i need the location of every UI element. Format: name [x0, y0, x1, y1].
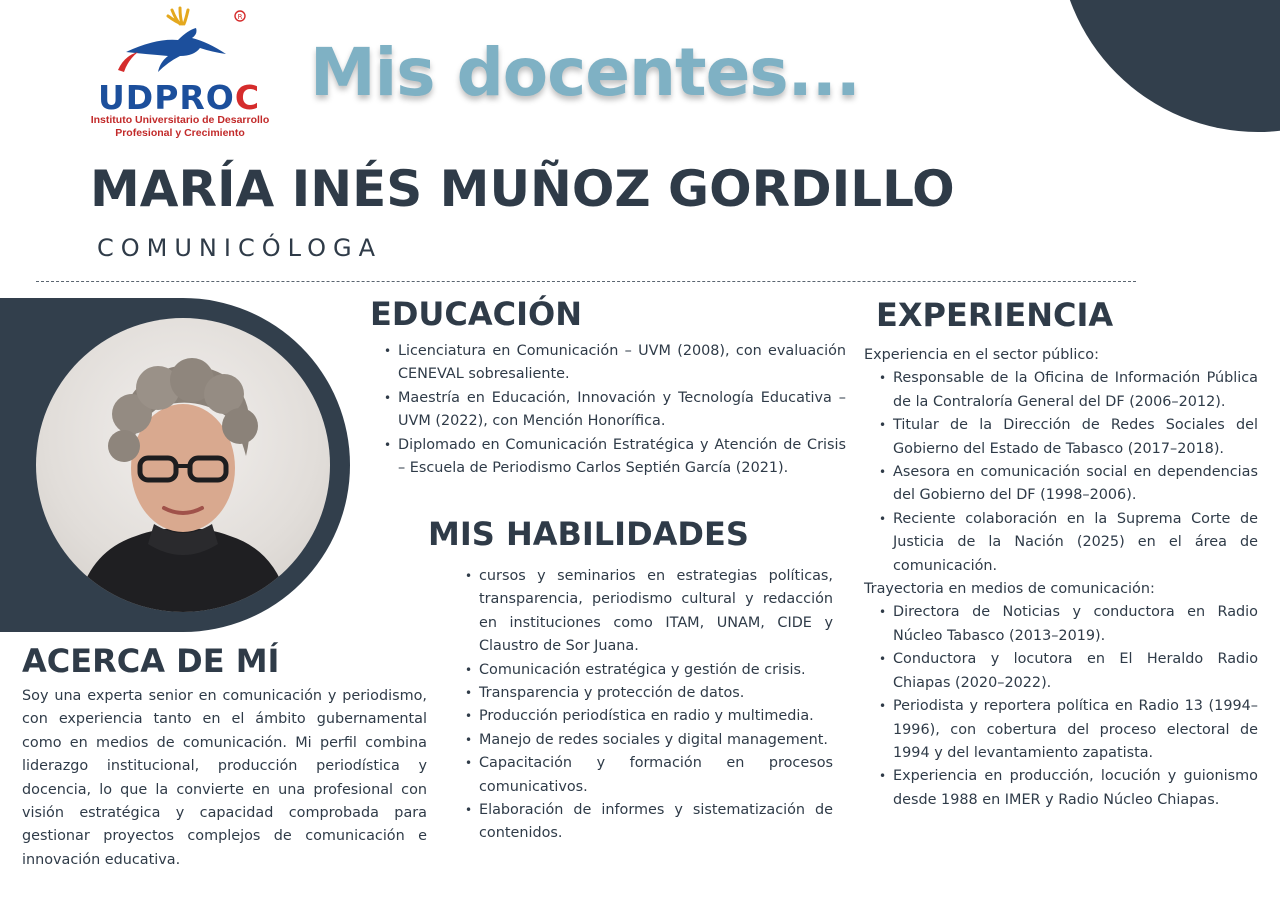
about-title: ACERCA DE MÍ: [22, 642, 280, 680]
skills-list: [479, 565, 833, 846]
skills-section: [479, 565, 833, 846]
experience-section: [864, 344, 1258, 812]
public-sector-heading: Experiencia en el sector público:: [864, 347, 1099, 363]
list-item: • Experiencia en producción, locución y guionismo desde 1988 en IMER y Radio Núcleo Chiapas.: [893, 765, 1258, 812]
list-item: • Maestría en Educación, Innovación y Tecnología Educativa – UVM (2022), con Mención Honorífica.: [398, 387, 846, 434]
education-title: EDUCACIÓN: [370, 295, 583, 333]
deer-logo-icon: [88, 4, 272, 84]
list-item: • Comunicación estratégica y gestión de crisis.: [479, 659, 833, 682]
person-name: MARÍA INÉS MUÑOZ GORDILLO: [90, 160, 955, 218]
skills-title: MIS HABILIDADES: [428, 515, 749, 553]
corner-decoration: [1058, 0, 1280, 132]
list-item: • Producción periodística en radio y multimedia.: [479, 705, 833, 728]
list-item: • Periodista y reportera política en Radio 13 (1994–1996), con cobertura del proceso electoral de 1994 y del levantamiento zapatista.: [893, 695, 1258, 765]
portrait-icon: [36, 318, 330, 612]
list-item: • Transparencia y protección de datos.: [479, 682, 833, 705]
education-list: [398, 340, 846, 480]
logo-subtitle-line1: Instituto Universitario de Desarrollo: [90, 114, 270, 126]
list-item: • Manejo de redes sociales y digital management.: [479, 729, 833, 752]
public-sector-list: [893, 367, 1258, 578]
list-item: • Titular de la Dirección de Redes Sociales del Gobierno del Estado de Tabasco (2017–2018).: [893, 414, 1258, 461]
udproc-logo: [88, 4, 272, 140]
list-item: • cursos y seminarios en estrategias políticas, transparencia, periodismo cultural y redacción en instituciones como ITAM, UNAM, CIDE y Claustro de Sor Juana.: [479, 565, 833, 659]
education-section: [398, 340, 846, 480]
about-text: Soy una experta senior en comunicación y periodismo, con experiencia tanto en el ámbito gubernamental como en medios de comunicación. Mi perfil combina liderazgo institucional, producción periodística y docencia, lo que la convierte en una profesional con visión estratégica y capacidad comprobada para gestionar proyectos complejos de comunicación e innovación educativa.: [22, 688, 427, 868]
logo-wordmark: UDPROC: [98, 78, 261, 117]
svg-text:R: R: [237, 13, 243, 21]
list-item: • Diplomado en Comunicación Estratégica y Atención de Crisis – Escuela de Periodismo Carlos Septién García (2021).: [398, 434, 846, 481]
list-item: • Responsable de la Oficina de Información Pública de la Contraloría General del DF (2006–2012).: [893, 367, 1258, 414]
list-item: • Licenciatura en Comunicación – UVM (2008), con evaluación CENEVAL sobresaliente.: [398, 340, 846, 387]
section-divider: [36, 281, 1136, 282]
list-item: • Directora de Noticias y conductora en Radio Núcleo Tabasco (2013–2019).: [893, 601, 1258, 648]
page-title: Mis docentes...: [310, 34, 860, 111]
list-item: • Reciente colaboración en la Suprema Corte de Justicia de la Nación (2025) en el área de comunicación.: [893, 508, 1258, 578]
profile-photo: [36, 318, 330, 612]
media-list: [893, 601, 1258, 812]
list-item: • Asesora en comunicación social en dependencias del Gobierno del DF (1998–2006).: [893, 461, 1258, 508]
logo-wordmark-text: UDPRO: [98, 78, 235, 117]
logo-subtitle-line2: Profesional y Crecimiento: [115, 127, 245, 139]
list-item: • Conductora y locutora en El Heraldo Radio Chiapas (2020–2022).: [893, 648, 1258, 695]
list-item: • Elaboración de informes y sistematización de contenidos.: [479, 799, 833, 846]
list-item: • Capacitación y formación en procesos comunicativos.: [479, 752, 833, 799]
media-heading: Trayectoria en medios de comunicación:: [864, 581, 1155, 598]
person-role: COMUNICÓLOGA: [97, 234, 383, 262]
experience-title: EXPERIENCIA: [876, 296, 1114, 334]
